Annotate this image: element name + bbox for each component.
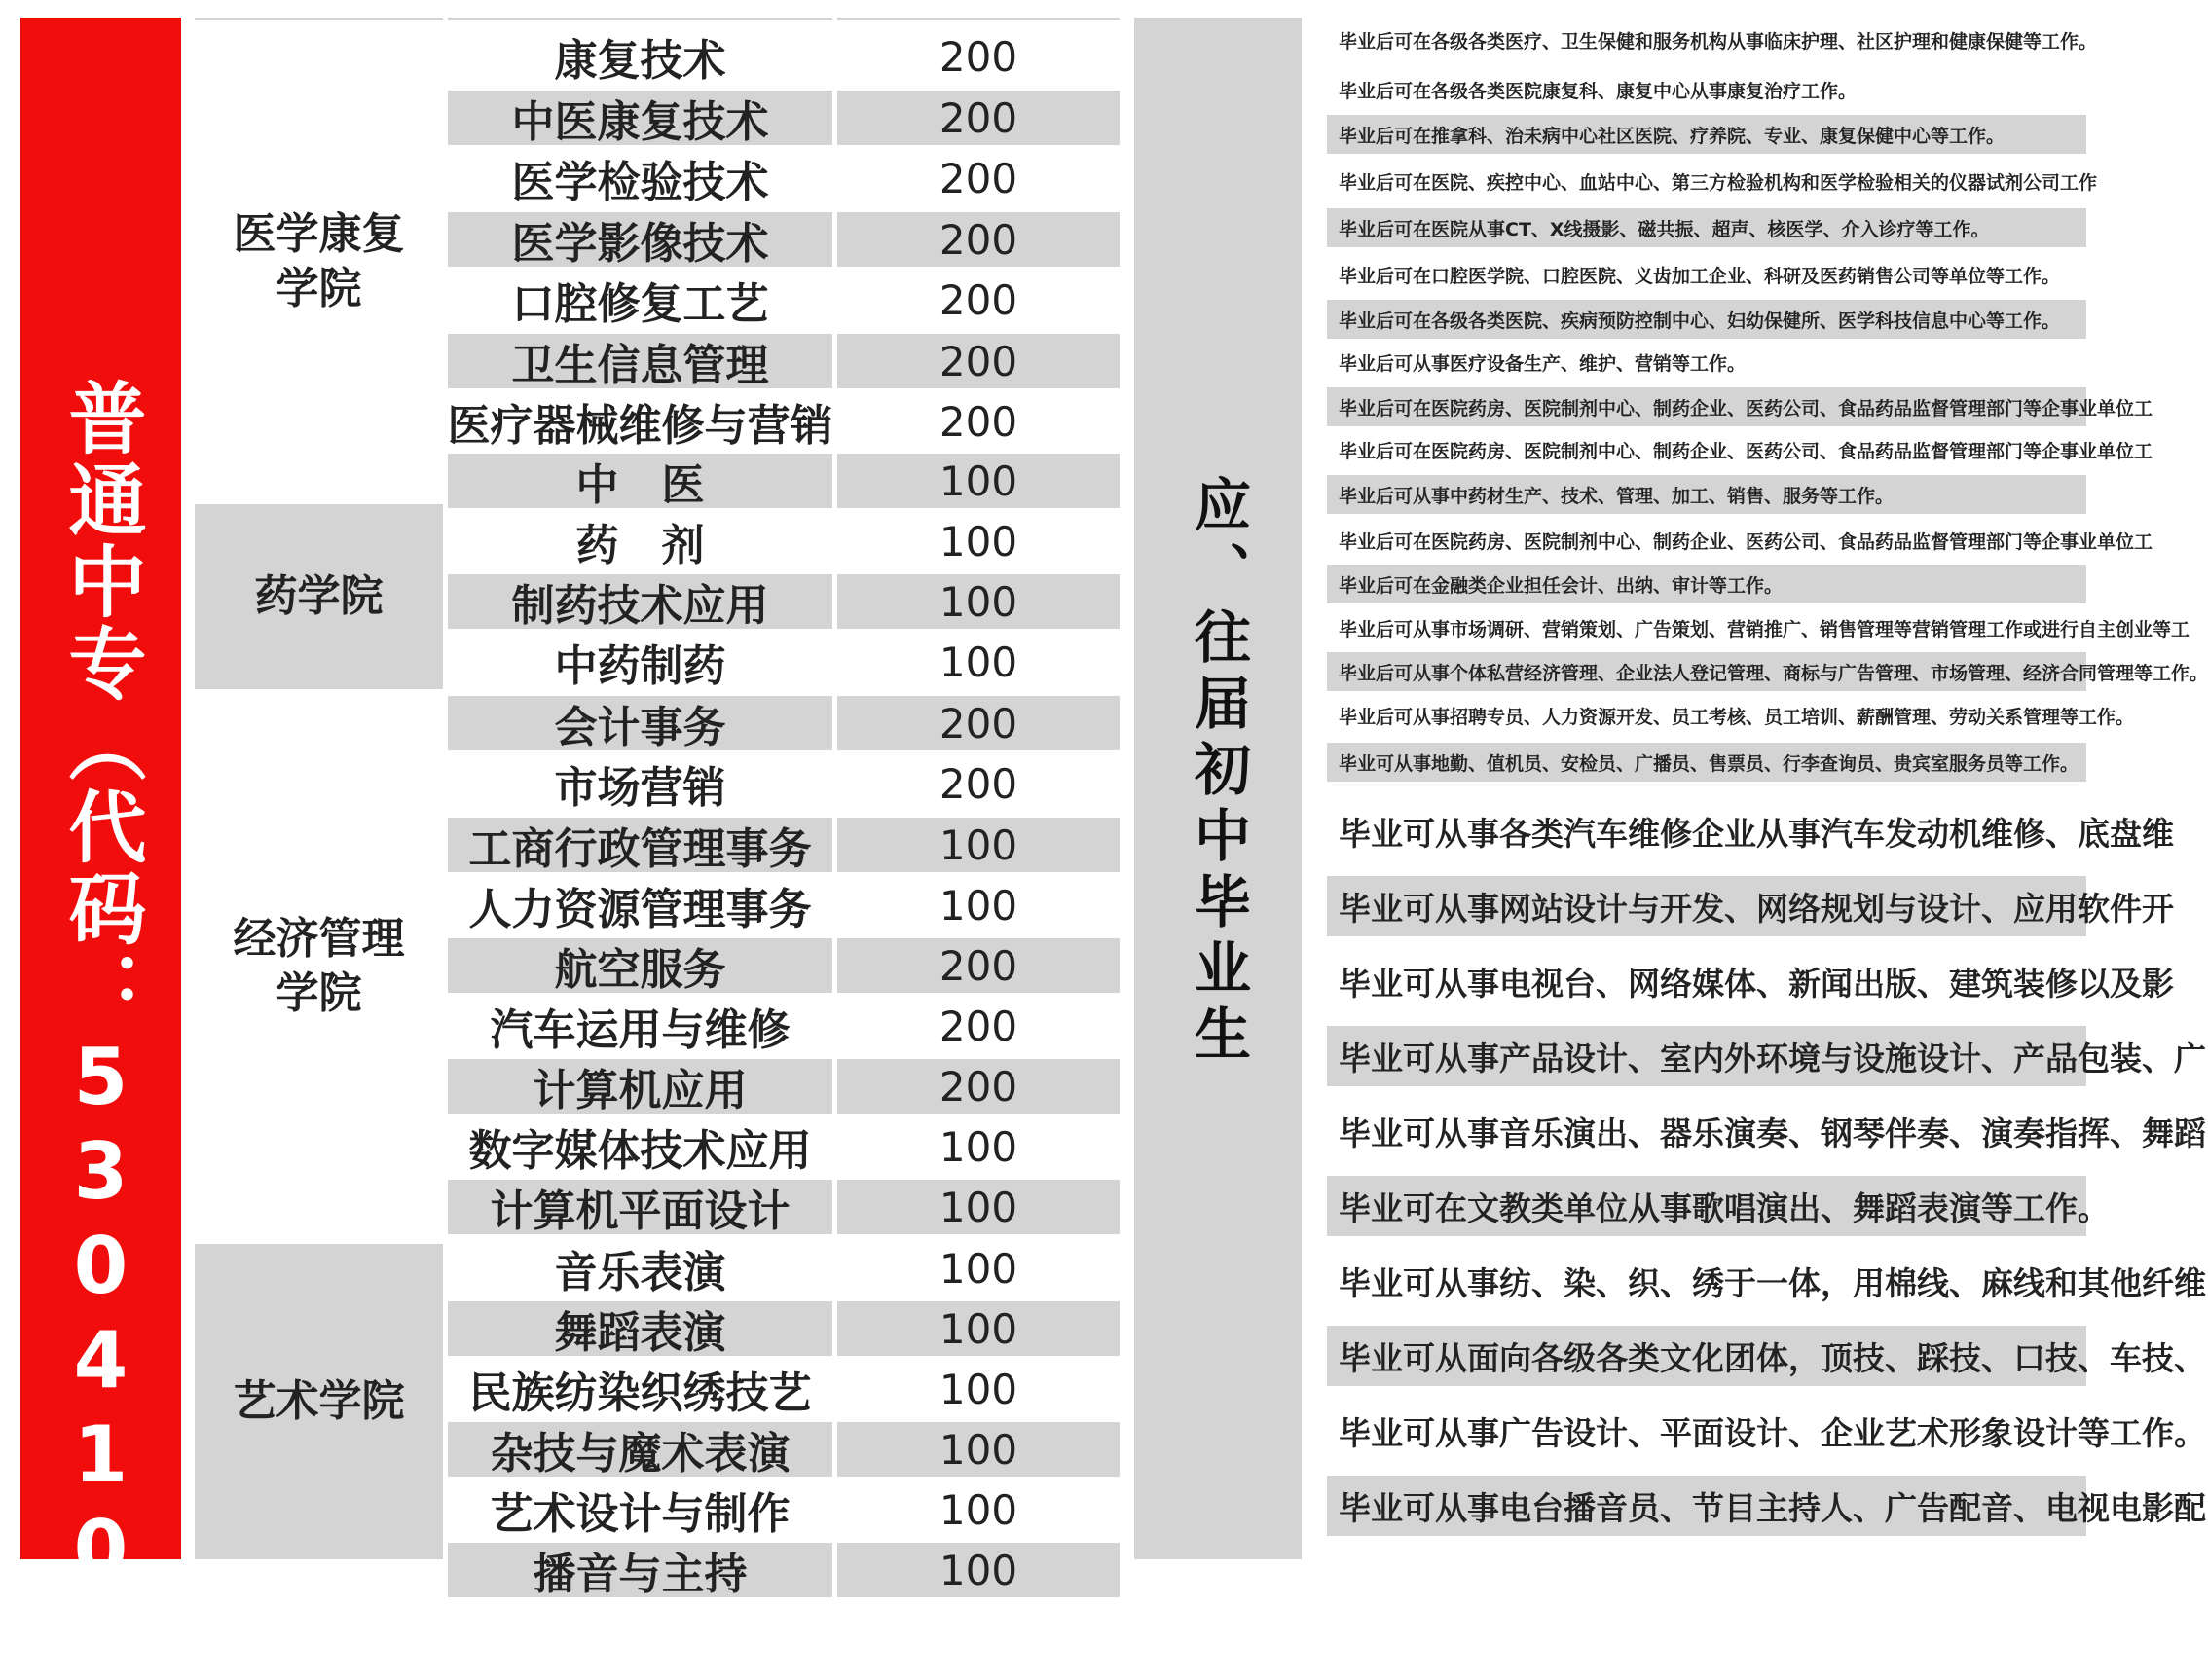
enrollment-quota: 100 <box>837 1543 1120 1597</box>
career-description: 毕业可从面向各级各类文化团体，顶技、踩技、口技、车技、 <box>1327 1326 2086 1386</box>
major-name: 医学影像技术 <box>448 212 832 267</box>
college-cell <box>195 1244 443 1559</box>
major-name: 计算机应用 <box>448 1059 832 1114</box>
enrollment-quota: 100 <box>938 638 1018 686</box>
major-name: 艺术设计与制作 <box>490 1489 791 1539</box>
major-row <box>448 394 1120 449</box>
enrollment-quota: 200 <box>938 759 1018 808</box>
career-description: 毕业后可在医院、疾控中心、血站中心、第三方检验机构和医学检验相关的仪器试剂公司工作 <box>1339 171 2098 194</box>
career-description: 毕业后可从事中药材生产、技术、管理、加工、销售、服务等工作。 <box>1327 475 2086 514</box>
enrollment-quota: 200 <box>837 938 1120 993</box>
major-name: 舞蹈表演 <box>448 1301 832 1356</box>
college-cell <box>195 504 443 689</box>
major-name: 人力资源管理事务 <box>468 885 812 934</box>
career-description: 毕业可从事地勤、值机员、安检员、广播员、售票员、行李查询员、贵宾室服务员等工作。 <box>1327 743 2086 782</box>
enrollment-quota: 100 <box>837 1422 1120 1477</box>
program-banner <box>20 18 181 1680</box>
major-name: 康复技术 <box>554 36 726 86</box>
major-row <box>448 91 1120 145</box>
major-name: 计算机平面设计 <box>448 1180 832 1234</box>
enrollment-quota: 200 <box>837 696 1120 750</box>
major-row <box>448 1119 1120 1174</box>
major-row <box>448 514 1120 568</box>
top-divider <box>195 18 443 20</box>
enrollment-quota: 100 <box>837 574 1120 629</box>
college-cell <box>195 24 443 499</box>
major-row <box>448 696 1120 750</box>
career-description: 毕业后可在医院从事CT、X线摄影、磁共振、超声、核医学、介入诊疗等工作。 <box>1327 208 2086 247</box>
enrollment-quota: 100 <box>938 1244 1018 1293</box>
major-row <box>448 1482 1120 1537</box>
major-row <box>448 1543 1120 1597</box>
major-row <box>448 1180 1120 1234</box>
major-row <box>448 212 1120 267</box>
enrollment-quota: 200 <box>837 212 1120 267</box>
major-name: 中药制药 <box>554 641 726 691</box>
major-name: 医学检验技术 <box>511 158 769 207</box>
major-row <box>448 1422 1120 1477</box>
career-description: 毕业可从事电台播音员、节目主持人、广告配音、电视电影配 <box>1327 1476 2086 1536</box>
major-row <box>448 635 1120 689</box>
major-row <box>448 878 1120 932</box>
career-description: 毕业后可在各级各类医院康复科、康复中心从事康复治疗工作。 <box>1339 80 1858 102</box>
major-row <box>448 756 1120 811</box>
college-name: 经济管理学院 <box>233 914 405 1018</box>
career-description: 毕业后可在医院药房、医院制剂中心、制药企业、医药公司、食品药品监督管理部门等企事业单位工 <box>1327 387 2086 426</box>
career-description: 毕业可从事网站设计与开发、网络规划与设计、应用软件开 <box>1327 876 2086 936</box>
major-name: 市场营销 <box>554 763 726 813</box>
major-row <box>448 818 1120 872</box>
career-description: 毕业后可从事个体私营经济管理、企业法人登记管理、商标与广告管理、市场管理、经济合同管理等工作。 <box>1327 652 2086 691</box>
major-name: 制药技术应用 <box>448 574 832 629</box>
career-description: 毕业后可在医院药房、医院制剂中心、制药企业、医药公司、食品药品监督管理部门等企事业单位工 <box>1339 440 2153 462</box>
career-description: 毕业后可在口腔医学院、口腔医院、义齿加工企业、科研及医药销售公司等单位等工作。 <box>1339 265 2061 287</box>
major-name: 工商行政管理事务 <box>448 818 832 872</box>
enrollment-quota: 200 <box>837 1059 1120 1114</box>
major-name: 医疗器械维修与营销 <box>447 401 833 451</box>
enrollment-quota: 200 <box>938 32 1018 81</box>
program-title: 普通中专（代码：530410） <box>55 378 146 1680</box>
major-name: 民族纺染织绣技艺 <box>468 1369 812 1418</box>
major-row <box>448 574 1120 629</box>
college-name: 药学院 <box>254 571 384 621</box>
top-divider <box>448 18 832 20</box>
major-row <box>448 1059 1120 1114</box>
career-description: 毕业后可从事招聘专员、人力资源开发、员工考核、员工培训、薪酬管理、劳动关系管理等工作。 <box>1339 706 2135 728</box>
college-name: 艺术学院 <box>233 1376 405 1426</box>
major-name: 航空服务 <box>448 938 832 993</box>
enrollment-quota: 100 <box>837 818 1120 872</box>
career-description: 毕业后可在金融类企业担任会计、出纳、审计等工作。 <box>1327 565 2086 603</box>
enrollment-quota: 100 <box>938 1365 1018 1413</box>
career-description: 毕业后可在医院药房、医院制剂中心、制药企业、医药公司、食品药品监督管理部门等企事业单位工 <box>1339 530 2153 553</box>
career-description: 毕业后可从事医疗设备生产、维护、营销等工作。 <box>1339 352 1747 375</box>
enrollment-quota: 200 <box>837 334 1120 388</box>
enrollment-quota: 200 <box>837 91 1120 145</box>
enrollment-quota: 200 <box>938 154 1018 202</box>
major-row <box>448 1241 1120 1296</box>
major-name: 杂技与魔术表演 <box>448 1422 832 1477</box>
enrollment-quota: 200 <box>938 275 1018 324</box>
major-name: 音乐表演 <box>554 1248 726 1297</box>
major-row <box>448 273 1120 327</box>
career-description: 毕业可在文教类单位从事歌唱演出、舞蹈表演等工作。 <box>1327 1176 2086 1236</box>
major-row <box>448 999 1120 1053</box>
enrollment-quota: 100 <box>837 454 1120 508</box>
major-name: 会计事务 <box>448 696 832 750</box>
enrollment-quota: 100 <box>938 1122 1018 1171</box>
enrollment-quota: 100 <box>938 881 1018 930</box>
college-name: 医学康复学院 <box>233 209 405 313</box>
major-row <box>448 29 1120 84</box>
enrollment-quota: 100 <box>837 1301 1120 1356</box>
major-row <box>448 938 1120 993</box>
enrollment-quota: 200 <box>938 397 1018 446</box>
major-name: 口腔修复工艺 <box>511 279 769 329</box>
career-description: 毕业可从事音乐演出、器乐演奏、钢琴伴奏、演奏指挥、舞蹈 <box>1339 1114 2206 1152</box>
enrollment-quota: 200 <box>938 1002 1018 1050</box>
major-name: 数字媒体技术应用 <box>468 1126 812 1176</box>
career-description: 毕业可从事纺、染、织、绣于一体，用棉线、麻线和其他纤维 <box>1339 1263 2206 1302</box>
enrollment-target-column <box>1134 18 1302 1559</box>
career-description: 毕业后可在各级各类医院、疾病预防控制中心、妇幼保健所、医学科技信息中心等工作。 <box>1327 300 2086 339</box>
major-name: 中 医 <box>448 454 832 508</box>
major-name: 药 剂 <box>575 521 705 570</box>
career-description: 毕业可从事各类汽车维修企业从事汽车发动机维修、底盘维 <box>1339 814 2174 853</box>
career-description: 毕业可从事广告设计、平面设计、企业艺术形象设计等工作。 <box>1339 1413 2206 1452</box>
major-row <box>448 151 1120 205</box>
career-description: 毕业后可在各级各类医疗、卫生保健和服务机构从事临床护理、社区护理和健康保健等工作。 <box>1339 30 2098 53</box>
major-name: 汽车运用与维修 <box>490 1005 791 1055</box>
college-cell <box>195 694 443 1239</box>
major-row <box>448 1362 1120 1416</box>
major-row <box>448 454 1120 508</box>
career-description: 毕业可从事电视台、网络媒体、新闻出版、建筑装修以及影 <box>1339 964 2174 1003</box>
top-divider <box>837 18 1120 20</box>
career-description: 毕业可从事产品设计、室内外环境与设施设计、产品包装、广 <box>1327 1026 2086 1086</box>
enrollment-quota: 100 <box>938 517 1018 566</box>
career-description: 毕业后可在推拿科、治未病中心社区医院、疗养院、专业、康复保健中心等工作。 <box>1327 115 2086 154</box>
enrollment-quota: 100 <box>938 1485 1018 1534</box>
enrollment-quota: 100 <box>837 1180 1120 1234</box>
major-row <box>448 1301 1120 1356</box>
career-description: 毕业后可从事市场调研、营销策划、广告策划、营销推广、销售管理等营销管理工作或进行自主创业等工 <box>1339 618 2190 640</box>
major-name: 中医康复技术 <box>448 91 832 145</box>
major-name: 卫生信息管理 <box>448 334 832 388</box>
major-row <box>448 334 1120 388</box>
enrollment-target: 应、往届初中毕业生 <box>1185 475 1251 1071</box>
major-name: 播音与主持 <box>448 1543 832 1597</box>
